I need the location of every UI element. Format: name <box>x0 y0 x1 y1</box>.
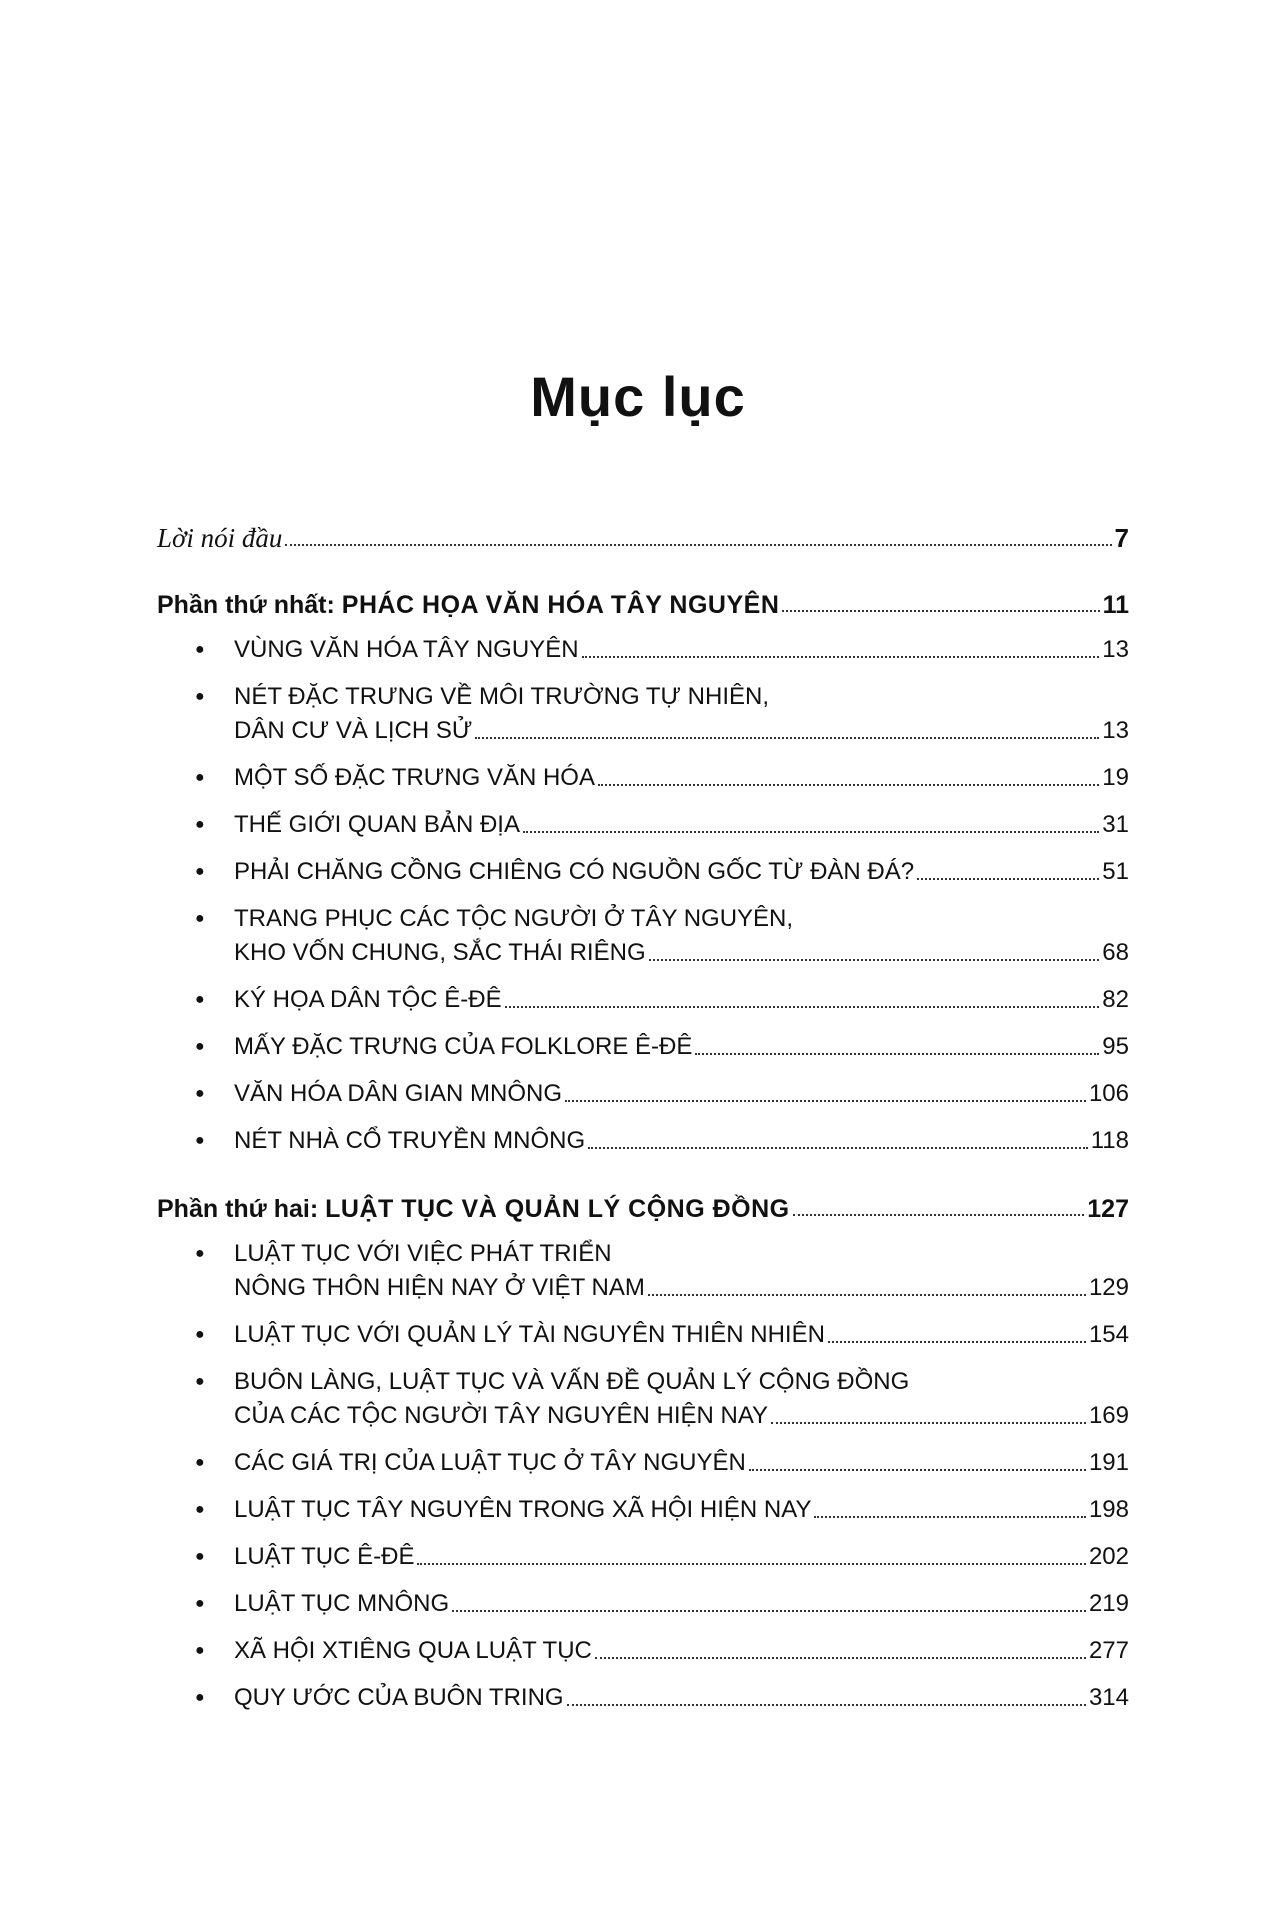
toc-entry-text: NÔNG THÔN HIỆN NAY Ở VIỆT NAM <box>234 1274 645 1301</box>
toc-entry-text: LUẬT TỤC Ê-ĐÊ <box>234 1543 415 1570</box>
toc-entry-last-line <box>234 1030 1129 1064</box>
toc-entry-last-line <box>234 761 1129 795</box>
bullet-icon: ● <box>195 769 205 786</box>
toc-entry-text: NÉT NHÀ CỔ TRUYỀN MNÔNG <box>234 1127 586 1154</box>
toc-entry-page: 219 <box>1088 1590 1129 1617</box>
toc-entry-last-line <box>234 1540 1129 1574</box>
bullet-icon: ● <box>195 1245 205 1262</box>
bullet-icon: ● <box>195 816 205 833</box>
dot-leader <box>695 1053 1099 1055</box>
toc-entry-page: 95 <box>1102 1033 1129 1060</box>
toc-entry-last-line <box>234 1124 1129 1158</box>
toc-entry-text: CÁC GIÁ TRỊ CỦA LUẬT TỤC Ở TÂY NGUYÊN <box>234 1449 746 1476</box>
toc-intro-label: Lời nói đầu <box>157 523 283 553</box>
toc-entry-page: 191 <box>1088 1449 1129 1476</box>
dot-leader <box>475 737 1099 739</box>
dot-leader <box>565 1100 1086 1102</box>
toc-entry-page: 202 <box>1088 1543 1129 1570</box>
toc-entry-last-line <box>234 1493 1129 1527</box>
toc-part-row <box>157 1172 1129 1224</box>
toc-entry-text: QUY ƯỚC CỦA BUÔN TRING <box>234 1684 564 1711</box>
toc-entry-last-line <box>234 1634 1129 1668</box>
toc-entry-page: 31 <box>1102 811 1129 838</box>
bullet-icon: ● <box>195 863 205 880</box>
toc-entry <box>195 1318 1129 1352</box>
toc-entry <box>195 1540 1129 1574</box>
dot-leader <box>793 1214 1085 1216</box>
dot-leader <box>782 610 1099 612</box>
toc-entry <box>195 902 1129 970</box>
toc-entry-list <box>195 1237 1129 1715</box>
toc-entry-page: 154 <box>1088 1321 1129 1348</box>
toc-entry-last-line <box>234 1446 1129 1480</box>
toc-entry <box>195 1681 1129 1715</box>
bullet-icon: ● <box>195 1454 205 1471</box>
toc-entry <box>195 633 1129 667</box>
toc-entry <box>195 1237 1129 1305</box>
dot-leader <box>749 1469 1086 1471</box>
toc-entry-last-line <box>234 936 1129 970</box>
toc-entry-page: 68 <box>1102 939 1129 966</box>
page-title: Mục lục <box>530 365 746 428</box>
toc-entry-text: THẾ GIỚI QUAN BẢN ĐỊA <box>234 811 520 838</box>
toc-entry-page: 169 <box>1088 1402 1129 1429</box>
dot-leader <box>598 784 1099 786</box>
toc-entry-last-line <box>234 633 1129 667</box>
toc-entry <box>195 1124 1129 1158</box>
toc-part-page: 11 <box>1102 591 1129 619</box>
toc-entry <box>195 1077 1129 1111</box>
dot-leader <box>567 1704 1086 1706</box>
toc-entry-page: 198 <box>1088 1496 1129 1523</box>
toc-entry-last-line <box>234 1318 1129 1352</box>
toc-part-prefix: Phần thứ hai: <box>157 1195 319 1223</box>
toc-entry-text: TRANG PHỤC CÁC TỘC NGƯỜI Ở TÂY NGUYÊN, <box>234 905 794 932</box>
dot-leader <box>771 1422 1086 1424</box>
toc-entry <box>195 1587 1129 1621</box>
dot-leader <box>582 656 1100 658</box>
bullet-icon: ● <box>195 1132 205 1149</box>
toc-entry <box>195 1493 1129 1527</box>
toc-entry-text: NÉT ĐẶC TRƯNG VỀ MÔI TRƯỜNG TỰ NHIÊN, <box>234 683 770 710</box>
toc-part-prefix: Phần thứ nhất: <box>157 591 335 619</box>
bullet-icon: ● <box>195 1085 205 1102</box>
bullet-icon: ● <box>195 1548 205 1565</box>
table-of-contents <box>157 502 1129 1715</box>
bullet-icon: ● <box>195 1689 205 1706</box>
toc-entry <box>195 1446 1129 1480</box>
toc-entry <box>195 808 1129 842</box>
dot-leader <box>523 831 1099 833</box>
toc-entry-text: KHO VỐN CHUNG, SẮC THÁI RIÊNG <box>234 939 646 966</box>
bullet-icon: ● <box>195 1642 205 1659</box>
dot-leader <box>917 878 1099 880</box>
dot-leader <box>648 1294 1086 1296</box>
dot-leader <box>452 1610 1086 1612</box>
bullet-icon: ● <box>195 991 205 1008</box>
toc-entry-text: LUẬT TỤC MNÔNG <box>234 1590 450 1617</box>
toc-entry <box>195 1365 1129 1433</box>
toc-entry-text: CỦA CÁC TỘC NGƯỜI TÂY NGUYÊN HIỆN NAY <box>234 1402 769 1429</box>
toc-entry-page: 118 <box>1090 1127 1129 1154</box>
toc-entry-last-line <box>234 808 1129 842</box>
toc-entry-last-line <box>234 1399 1129 1433</box>
dot-leader <box>588 1147 1088 1149</box>
toc-entry-page: 129 <box>1088 1274 1129 1301</box>
dot-leader <box>285 544 1111 546</box>
toc-part-label <box>157 1195 790 1224</box>
toc-entry-last-line <box>234 1077 1129 1111</box>
toc-entry-last-line <box>234 1271 1129 1305</box>
toc-entry <box>195 761 1129 795</box>
toc-entry-text: MỘT SỐ ĐẶC TRƯNG VĂN HÓA <box>234 764 595 791</box>
toc-entry-text: XÃ HỘI XTIÊNG QUA LUẬT TỤC <box>234 1637 592 1664</box>
toc-entry-page: 106 <box>1088 1080 1129 1107</box>
toc-entry <box>195 855 1129 889</box>
toc-entry-page: 82 <box>1102 986 1129 1013</box>
toc-entry <box>195 983 1129 1017</box>
bullet-icon: ● <box>195 688 205 705</box>
toc-part-page: 127 <box>1087 1195 1129 1223</box>
toc-entry-page: 19 <box>1102 764 1129 791</box>
toc-entry-text: PHẢI CHĂNG CỒNG CHIÊNG CÓ NGUỒN GỐC TỪ ĐÀN ĐÁ? <box>234 858 915 885</box>
toc-entry-page: 277 <box>1088 1637 1129 1664</box>
toc-entry-text: BUÔN LÀNG, LUẬT TỤC VÀ VẤN ĐỀ QUẢN LÝ CỘNG ĐỒNG <box>234 1368 910 1395</box>
toc-entry-page: 13 <box>1102 717 1129 744</box>
toc-entry-text: VÙNG VĂN HÓA TÂY NGUYÊN <box>234 636 579 663</box>
dot-leader <box>417 1563 1085 1565</box>
toc-entry-text: DÂN CƯ VÀ LỊCH SỬ <box>234 717 473 744</box>
toc-entry-last-line <box>234 855 1129 889</box>
toc-entry-text: LUẬT TỤC TÂY NGUYÊN TRONG XÃ HỘI HIỆN NAY <box>234 1496 812 1523</box>
toc-entry-list <box>195 633 1129 1158</box>
bullet-icon: ● <box>195 1373 205 1390</box>
toc-part-row <box>157 568 1129 620</box>
toc-part-title: PHÁC HỌA VĂN HÓA TÂY NGUYÊN <box>341 591 780 619</box>
toc-entry-text: KÝ HỌA DÂN TỘC Ê-ĐÊ <box>234 986 502 1013</box>
dot-leader <box>649 959 1100 961</box>
toc-intro-page: 7 <box>1114 523 1129 553</box>
bullet-icon: ● <box>195 910 205 927</box>
bullet-icon: ● <box>195 1326 205 1343</box>
dot-leader <box>814 1516 1086 1518</box>
dot-leader <box>828 1341 1086 1343</box>
toc-entry-text: LUẬT TỤC VỚI VIỆC PHÁT TRIỂN <box>234 1240 612 1267</box>
toc-entry <box>195 1634 1129 1668</box>
toc-entry-last-line <box>234 983 1129 1017</box>
toc-entry <box>195 1030 1129 1064</box>
bullet-icon: ● <box>195 1595 205 1612</box>
toc-entry-text: LUẬT TỤC VỚI QUẢN LÝ TÀI NGUYÊN THIÊN NHIÊN <box>234 1321 825 1348</box>
toc-entry-text: MẤY ĐẶC TRƯNG CỦA FOLKLORE Ê-ĐÊ <box>234 1033 693 1060</box>
toc-entry-page: 314 <box>1088 1684 1129 1711</box>
bullet-icon: ● <box>195 1501 205 1518</box>
toc-entry-page: 51 <box>1102 858 1129 885</box>
toc-intro-row <box>157 502 1129 554</box>
dot-leader <box>595 1657 1086 1659</box>
bullet-icon: ● <box>195 641 205 658</box>
toc-entry-last-line <box>234 1587 1129 1621</box>
toc-entry-text: VĂN HÓA DÂN GIAN MNÔNG <box>234 1080 563 1107</box>
toc-part-label <box>157 591 779 620</box>
toc-entry-last-line <box>234 1681 1129 1715</box>
bullet-icon: ● <box>195 1038 205 1055</box>
dot-leader <box>505 1006 1100 1008</box>
toc-part-title: LUẬT TỤC VÀ QUẢN LÝ CỘNG ĐỒNG <box>325 1195 790 1223</box>
toc-entry-last-line <box>234 714 1129 748</box>
toc-entry <box>195 680 1129 748</box>
toc-entry-page: 13 <box>1102 636 1129 663</box>
